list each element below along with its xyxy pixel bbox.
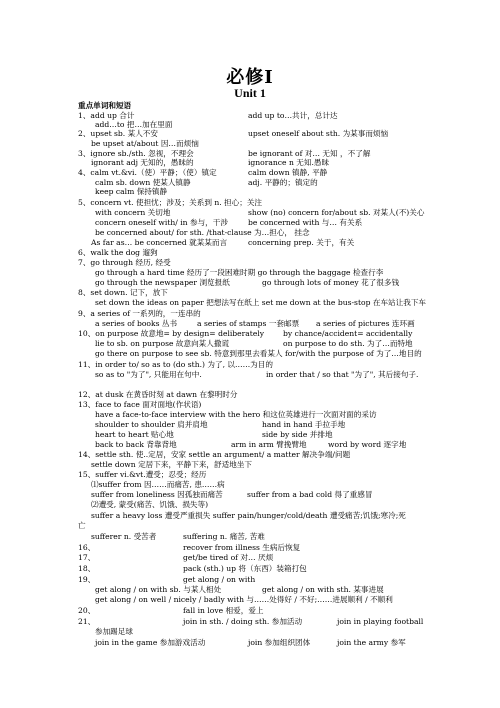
text-line: be upset at/about 因…而烦恼 <box>91 139 199 148</box>
text-line: shoulder to shoulder 肩并肩地 <box>95 420 208 429</box>
text-line: 17、 <box>78 553 96 562</box>
text-line: pack (sth.) up 将（东西）装箱打包 <box>183 564 307 573</box>
text-line: hand in hand 手拉手地 <box>262 420 346 429</box>
text-line: suffering n. 痛苦, 苦难 <box>183 532 265 541</box>
text-line: 18、 <box>78 564 96 573</box>
text-line: ignorance n 无知.愚昧 <box>248 158 330 167</box>
text-line: 19、 <box>78 575 96 584</box>
text-line: have a face-to-face interview with the hero 和这位英雄进行一次面对面的采访 <box>95 410 377 419</box>
text-line: get/be tired of 对… 厌烦 <box>183 553 274 562</box>
section-heading: 重点单词和短语 <box>78 101 132 110</box>
text-line: so as to "为了", 只能用在句中. <box>95 370 202 379</box>
text-line: 4、calm vt.&vi.（使）平静；（使）镇定 <box>78 168 217 177</box>
text-line: recover from illness 生病后恢复 <box>183 543 301 552</box>
text-line: join 参加组织团体 <box>248 638 311 647</box>
text-line: be concerned with 与… 有关系 <box>248 218 363 227</box>
text-line: 2、upset sb. 某人不安 <box>78 129 158 138</box>
text-line: 6、walk the dog 遛狗 <box>78 248 158 257</box>
text-line: 1、add up 合计 <box>78 111 135 120</box>
text-line: a series of books 丛书 <box>95 319 178 328</box>
text-line: word by word 逐字地 <box>328 440 407 449</box>
text-line: join in playing football <box>337 617 424 626</box>
text-line: ⑵遭受, 蒙受(痛苦、饥饿、损失等) <box>91 500 209 509</box>
text-line: set down the ideas on paper 把想法写在纸上 set me down at the bus-stop 在车站让我下车 <box>95 298 427 307</box>
text-line: keep calm 保持镇静 <box>95 187 168 196</box>
text-line: sufferer n. 受苦者 <box>91 532 157 541</box>
text-line: 11、in order to/ so as to (do sth.) 为了, 以……为目的 <box>78 360 273 369</box>
text-line: join in sth. / doing sth. 参加活动 <box>183 617 303 626</box>
text-line: As far as… be concerned 就某某而言 <box>91 238 228 247</box>
text-line: calm sb. down 使某人镇静 <box>95 178 191 187</box>
text-line: 15、suffer vi.&vt.遭受；忍受；经历 <box>78 470 207 479</box>
text-line: settle down 定居下来，平静下来，舒适地坐下 <box>91 460 252 469</box>
text-line: go there on purpose to see sb. 特意到那里去看某人 for/with the purpose of 为了…地目的 <box>95 349 422 358</box>
text-line: 亡 <box>78 521 86 530</box>
text-line: get along / on well / nicely / badly with 与……处得好 / 不好;……进展顺利 / 不顺利 <box>95 595 393 604</box>
text-line: arm in arm 臂挽臂地 <box>231 440 307 449</box>
text-line: ⑴suffer from 因……而痛苦, 患……病 <box>91 480 225 489</box>
text-line: calm down 镇静, 平静 <box>248 168 328 177</box>
text-line: concerning prep. 关于，有关 <box>248 238 355 247</box>
text-line: 参加踢足球 <box>95 627 133 636</box>
text-line: go through the newspaper 浏览报纸 <box>95 278 230 287</box>
text-line: 21、 <box>78 617 96 626</box>
text-line: 3、ignore sb./sth. 忽视，不理会 <box>78 149 194 158</box>
text-line: heart to heart 贴心地 <box>95 430 174 439</box>
text-line: back to back 背靠背地 <box>95 440 177 449</box>
text-line: 9、a series of 一系列的，一连串的 <box>78 309 201 318</box>
text-line: 10、on purpose 故意地= by design= deliberately <box>78 329 265 338</box>
text-line: 12、at dusk 在黄昏时刻 at dawn 在黎明时分 <box>78 390 238 399</box>
text-line: get along / on with <box>183 575 256 584</box>
text-line: join in the game 参加游戏活动 <box>95 638 206 647</box>
text-line: 13、face to face 面对面地(作状语) <box>78 400 202 409</box>
text-line: upset oneself about sth. 为某事而烦恼 <box>248 129 389 138</box>
text-line: adj. 平静的；镇定的 <box>248 178 318 187</box>
text-line: a series of pictures 连环画 <box>316 319 415 328</box>
text-line: go through lots of money 花了很多钱 <box>262 278 400 287</box>
text-line: concern oneself with/ in 参与，干涉 <box>95 218 228 227</box>
text-line: add up to…共计，总计达 <box>248 111 338 120</box>
text-line: be concerned about/ for sth. /that-clause 为…担心， 挂念 <box>95 228 310 237</box>
text-line: 7、go through 经历, 经受 <box>78 258 171 267</box>
text-line: get along / on with sb. 与某人相处 <box>95 585 222 594</box>
text-line: by chance/accident= accidentally <box>283 329 413 338</box>
text-line: side by side 并排地 <box>262 430 333 439</box>
text-line: 16、 <box>78 543 96 552</box>
text-line: 5、concern vt. 使担忧；涉及；关系到 n. 担心；关注 <box>78 198 263 207</box>
unit-heading: Unit 1 <box>234 86 266 100</box>
text-line: 20、 <box>78 606 96 615</box>
text-line: in order that / so that "为了", 其后接句子. <box>266 370 419 379</box>
text-line: suffer from a bad cold 得了重感冒 <box>247 490 373 499</box>
text-line: fall in love 相爱，爱上 <box>183 606 264 615</box>
text-line: add…to 把…加在里面 <box>95 120 173 129</box>
text-line: lie to sb. on purpose 故意向某人撒谎 <box>95 339 230 348</box>
text-line: with concern 关切地 <box>95 208 171 217</box>
text-line: go through a hard time 经历了一段困难时期 go through the baggage 检查行李 <box>95 268 384 277</box>
text-line: get along / on with sth. 某事进展 <box>262 585 384 594</box>
text-line: on purpose to do sth. 为了…而特地 <box>283 339 413 348</box>
page-title: 必修Ⅰ <box>226 67 274 88</box>
text-line: 8、set down. 记下，放下 <box>78 288 168 297</box>
text-line: suffer a heavy loss 遭受严重损失 suffer pain/hunger/cold/death 遭受痛苦;饥饿;寒冷;死 <box>91 511 406 520</box>
text-line: suffer from loneliness 因孤独而痛苦 <box>91 490 223 499</box>
text-line: show (no) concern for/about sb. 对某人(不)关心 <box>248 208 425 217</box>
text-line: ignorant adj 无知的，愚昧的 <box>91 158 194 167</box>
text-line: join the army 参军 <box>337 638 406 647</box>
text-line: a series of stamps 一套邮票 <box>197 319 300 328</box>
text-line: 14、settle sth. 使..定居，安家 settle an argument/ a matter 解决争端/问题 <box>78 450 351 459</box>
text-line: be ignorant of 对… 无知 ，不了解 <box>248 149 371 158</box>
